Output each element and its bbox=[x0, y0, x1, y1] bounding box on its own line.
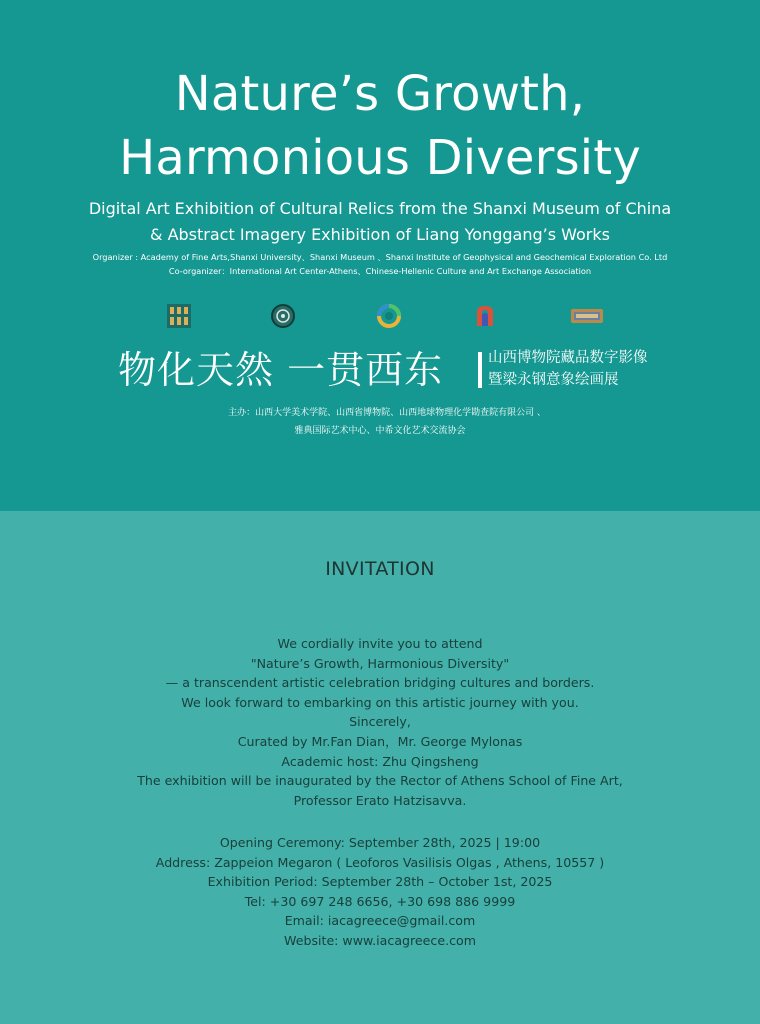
body-line: Curated by Mr.Fan Dian，Mr. George Mylonas bbox=[237, 733, 523, 749]
subtitle-line-1: Digital Art Exhibition of Cultural Relics from the Shanxi Museum of China bbox=[88, 199, 672, 218]
title-line-2: Harmonious Diversity bbox=[119, 130, 641, 186]
body-line: We look forward to embarking on this artistic journey with you. bbox=[181, 694, 579, 710]
chinese-organizer-line-2: 雅典国际艺术中心、中希文化艺术交流协会 bbox=[294, 426, 466, 436]
email: Email: iacagreece@gmail.com bbox=[284, 913, 476, 929]
organizer-text: Organizer : Academy of Fine Arts,Shanxi University、Shanxi Museum 、Shanxi Institute of Geophysical and Geochemical Exploration Co. Ltd bbox=[92, 252, 668, 262]
academy-logo-icon bbox=[165, 302, 193, 330]
body-line: Academic host: Zhu Qingsheng bbox=[281, 753, 479, 769]
title-divider bbox=[478, 352, 482, 388]
co-organizer-text: Co-organizer：International Art Center-Athens、Chinese-Hellenic Culture and Art Exchange Association bbox=[168, 266, 592, 276]
body-line: "Nature’s Growth, Harmonious Diversity" bbox=[250, 655, 510, 671]
museum-seal-icon bbox=[269, 302, 297, 330]
chinese-title: 物化天然 一贯西东 bbox=[118, 348, 444, 392]
chinese-subtitle-line-1: 山西博物院藏品数字影像 bbox=[488, 350, 648, 366]
body-line: Sincerely, bbox=[349, 714, 411, 730]
body-line: We cordially invite you to attend bbox=[277, 636, 483, 651]
association-badge-icon bbox=[570, 302, 604, 330]
body-line: Professor Erato Hatzisavva. bbox=[293, 792, 467, 808]
address: Address: Zappeion Megaron ( Leoforos Vasilisis Olgas , Athens, 10557 ) bbox=[155, 854, 605, 870]
subtitle-line-2: & Abstract Imagery Exhibition of Liang Yonggang’s Works bbox=[150, 225, 610, 244]
invitation-heading: INVITATION bbox=[325, 558, 435, 580]
chinese-subtitle-line-2: 暨梁永钢意象绘画展 bbox=[488, 372, 619, 388]
invitation-body bbox=[0, 634, 760, 810]
header-section bbox=[0, 0, 760, 511]
title-line-1: Nature’s Growth, bbox=[174, 66, 586, 122]
body-line: — a transcendent artistic celebration bridging cultures and borders. bbox=[165, 675, 595, 691]
website: Website: www.iacagreece.com bbox=[283, 932, 477, 948]
institute-ring-icon bbox=[375, 302, 403, 330]
exhibition-period: Exhibition Period: September 28th – October 1st, 2025 bbox=[207, 874, 553, 890]
logo-row bbox=[0, 298, 760, 334]
chinese-organizer-line-1: 主办：山西大学美术学院、山西省博物院、山西地球物理化学勘查院有限公司 、 bbox=[228, 408, 546, 418]
art-center-logo-icon bbox=[471, 302, 499, 330]
opening-ceremony: Opening Ceremony: September 28th, 2025 | 19:00 bbox=[219, 835, 541, 850]
telephone: Tel: +30 697 248 6656, +30 698 886 9999 bbox=[244, 893, 516, 909]
body-line: The exhibition will be inaugurated by the Rector of Athens School of Fine Art, bbox=[137, 773, 623, 789]
event-details bbox=[0, 833, 760, 951]
